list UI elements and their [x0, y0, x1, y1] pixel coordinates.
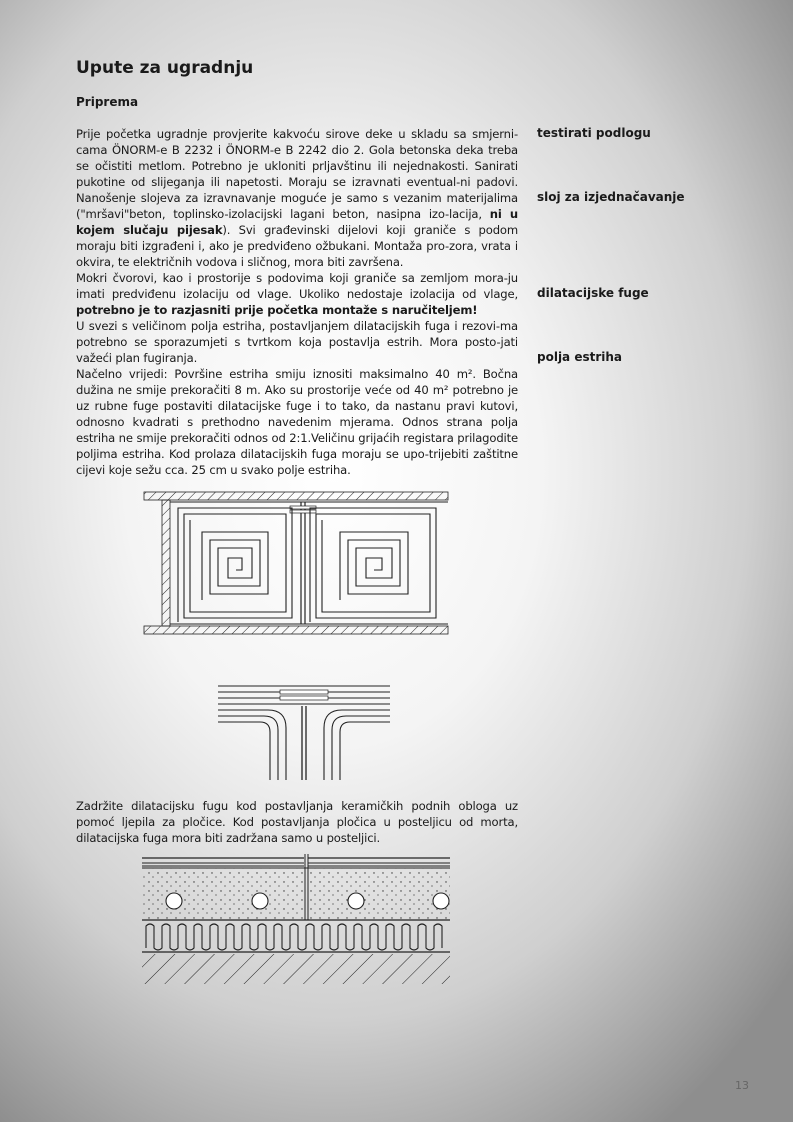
main-text [76, 126, 518, 478]
margin-note-fields: polja estriha [537, 350, 623, 364]
figure-joint-crossing [216, 680, 392, 782]
figure-screed-fields [140, 488, 452, 638]
page-title: Upute za ugradnju [76, 58, 254, 78]
paragraph-3: U svezi s veličinom polja estriha, postavljanjem dilatacijskih fuga i rezovi-ma potrebno se sporazumjeti s tvrtkom koja postavlja estrih. Mora posto-jati važeći plan fugiranja. [76, 319, 518, 365]
paragraph-2: Mokri čvorovi, kao i prostorije s podovima koji graniče sa zemljom mora-ju imati predviđenu izolaciju od vlage. Ukoliko nedostaje izolacija od vlage, potrebno je to razjasniti prije početka montaže s naručiteljem! [76, 271, 518, 317]
paragraph-1: Prije početka ugradnje provjerite kakvoću sirove deke u skladu sa smjerni-cama ÖNORM-e B 2232 i ÖNORM-e B 2242 dio 2. Gola betonska deka treba se očistiti metlom. Potrebno je ukloniti prljavštinu ili nejednakosti. Sanirati pukotine od slijeganja ili napetosti. Moraju se izravnati eventual-ni padovi. Nanošenje slojeva za izravnavanje moguće je samo s vezanim materijalima ("mršavi"beton, toplinsko-izolacijski lagani beton, nasipna izo-lacija, ni u kojem slučaju pijesak). Svi građevinski dijelovi koji graniče s podom moraju biti izgrađeni i, ako je predviđeno ožbukani. Montaža pro-zora, vrata i okvira, te električnih vodova i sličnog, mora biti završena. [76, 127, 518, 269]
margin-note-leveling: sloj za izjednačavanje [537, 190, 685, 204]
page-number: 13 [735, 1079, 749, 1092]
margin-note-substrate: testirati podlogu [537, 126, 651, 140]
paragraph-4: Načelno vrijedi: Površine estriha smiju iznositi maksimalno 40 m². Bočna dužina ne smije prekoračiti 8 m. Ako su prostorije veće od 40 m² potrebno je uz rubne fuge postaviti dilatacijske fuge i to tako, da nastanu pravi kutovi, odnosno kvadrati s prethodno navedenim mjerama. Odnos strana polja estriha ne smije prekoračiti odnos od 2:1.Veličinu grijaćih registara prilagodite poljima estriha. Kod prolaza dilatacijskih fuga moraju se upo-trijebiti zaštitne cijevi koje sežu cca. 25 cm u svako polje estriha. [76, 367, 518, 477]
bold-warning-client: potrebno je to razjasniti prije početka montaže s naručiteljem! [76, 303, 478, 317]
margin-note-joints: dilatacijske fuge [537, 286, 649, 300]
tiles-paragraph: Zadržite dilatacijsku fugu kod postavljanja keramičkih podnih obloga uz pomoć ljepila za pločice. Kod postavljanja pločica u posteljicu od morta, dilatacijska fuga mora biti zadržana samo u posteljici. [76, 799, 518, 845]
section-subtitle: Priprema [76, 95, 139, 109]
figure-floor-section [138, 852, 454, 986]
bold-warning-sand: ni u kojem slučaju pijesak [76, 207, 518, 237]
